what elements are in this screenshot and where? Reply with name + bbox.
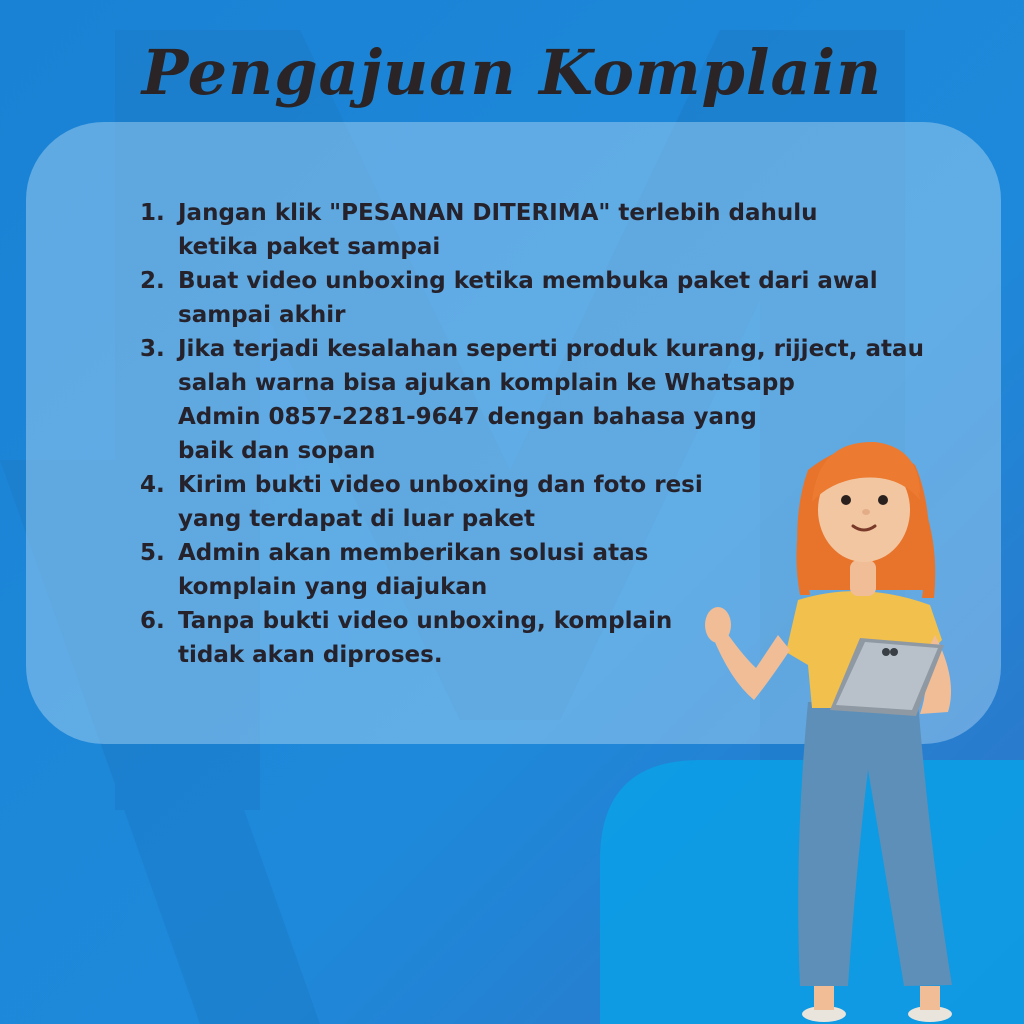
- item-number: 2.: [140, 268, 165, 294]
- item-text: Kirim bukti video unboxing dan foto resi: [178, 472, 703, 498]
- item-text: tidak akan diproses.: [178, 642, 443, 668]
- item-text: salah warna bisa ajukan komplain ke Whatsapp: [178, 370, 795, 396]
- woman-with-tablet-illustration: [690, 430, 990, 1024]
- list-item: [140, 264, 970, 332]
- item-number: 3.: [140, 336, 165, 362]
- item-text: yang terdapat di luar paket: [178, 506, 536, 532]
- pants: [798, 702, 952, 986]
- item-text: baik dan sopan: [178, 438, 376, 464]
- left-eye: [841, 495, 851, 505]
- item-text: sampai akhir: [178, 302, 346, 328]
- item-text: Jika terjadi kesalahan seperti produk kurang, rijject, atau: [178, 336, 924, 362]
- item-text: komplain yang diajukan: [178, 574, 488, 600]
- item-text: Admin akan memberikan solusi atas: [178, 540, 649, 566]
- item-number: 5.: [140, 540, 165, 566]
- item-text: Jangan klik "PESANAN DITERIMA" terlebih dahulu: [178, 200, 818, 226]
- item-text: ketika paket sampai: [178, 234, 441, 260]
- item-text: Admin 0857-2281-9647 dengan bahasa yang: [178, 404, 757, 430]
- item-number: 6.: [140, 608, 165, 634]
- item-number: 4.: [140, 472, 165, 498]
- item-text: Tanpa bukti video unboxing, komplain: [178, 608, 673, 634]
- page-title: Pengajuan Komplain: [141, 36, 883, 109]
- right-eye: [878, 495, 888, 505]
- list-item: [140, 196, 970, 264]
- raised-hand: [705, 607, 731, 643]
- item-text: Buat video unboxing ketika membuka paket dari awal: [178, 268, 878, 294]
- item-number: 1.: [140, 200, 165, 226]
